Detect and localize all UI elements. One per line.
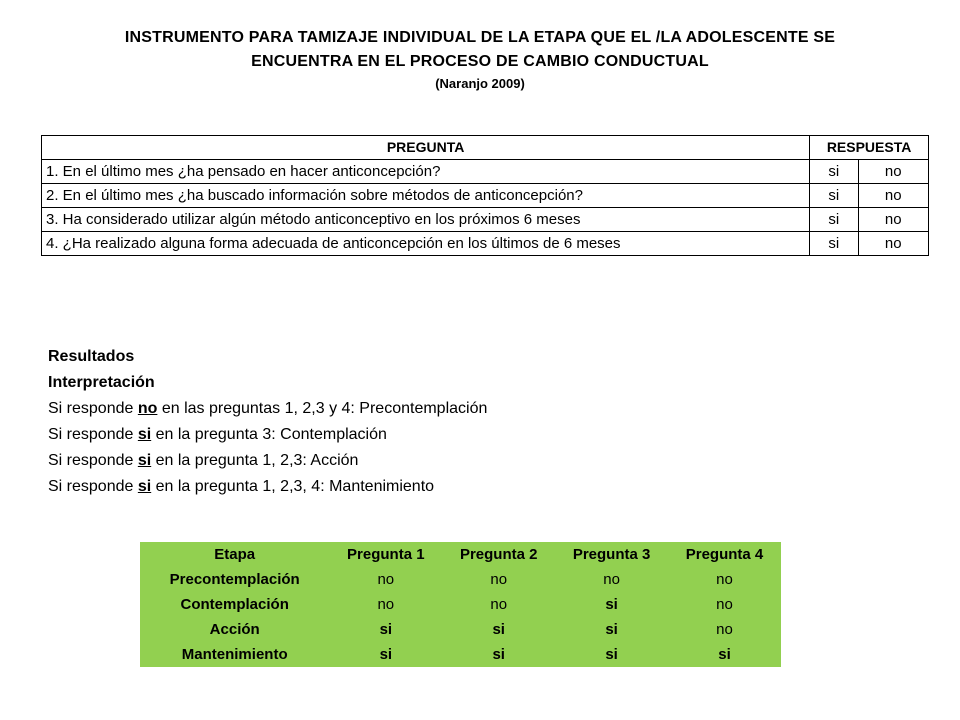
question-text: 1. En el último mes ¿ha pensado en hacer anticoncepción?	[42, 160, 810, 184]
stage-value: no	[377, 571, 395, 588]
stage-value: no	[377, 596, 395, 613]
stage-value: no	[716, 571, 733, 588]
question-row	[42, 208, 929, 232]
answer-no: no	[858, 208, 929, 232]
question-row	[42, 160, 929, 184]
stage-name: Acción	[209, 621, 260, 638]
stage-value: si	[718, 646, 731, 663]
stage-row-accion	[140, 617, 781, 642]
header-question: PREGUNTA	[42, 136, 810, 160]
line-suffix: en la pregunta 3: Contemplación	[151, 426, 387, 443]
stage-value: si	[379, 621, 393, 638]
stage-value: si	[379, 646, 393, 663]
stages-table	[140, 542, 781, 667]
line-prefix: Si responde	[48, 400, 138, 417]
results-section	[48, 344, 908, 500]
line-prefix: Si responde	[48, 426, 138, 443]
line-suffix: en la pregunta 1, 2,3: Acción	[151, 452, 359, 469]
answer-si: si	[810, 160, 858, 184]
stage-value: si	[605, 646, 618, 663]
line-prefix: Si responde	[48, 452, 138, 469]
questions-header-row	[42, 136, 929, 160]
stage-value: no	[716, 621, 733, 638]
answer-si: si	[810, 208, 858, 232]
stage-value: no	[603, 571, 620, 588]
line-keyword: si	[137, 478, 152, 495]
stage-row-contemplacion	[140, 592, 781, 617]
interpretation-line	[48, 396, 908, 422]
question-text: 2. En el último mes ¿ha buscado información sobre métodos de anticoncepción?	[42, 184, 810, 208]
answer-si: si	[810, 184, 858, 208]
stage-name: Mantenimiento	[181, 646, 288, 663]
header-answer: RESPUESTA	[810, 136, 929, 160]
answer-si: si	[810, 232, 858, 256]
interpretation-line	[48, 474, 908, 500]
answer-no: no	[858, 184, 929, 208]
stage-value: no	[490, 596, 508, 613]
stage-value: si	[605, 596, 618, 613]
stage-value: no	[716, 596, 733, 613]
line-keyword: si	[137, 452, 152, 469]
interpretation-line	[48, 448, 908, 474]
title-line-1: INSTRUMENTO PARA TAMIZAJE INDIVIDUAL DE LA ETAPA QUE EL /LA ADOLESCENTE SE	[124, 29, 836, 46]
header-etapa: Etapa	[214, 546, 256, 563]
line-keyword: si	[137, 426, 152, 443]
interpretation-line	[48, 422, 908, 448]
stages-header-row	[140, 542, 781, 567]
questions-table	[41, 135, 929, 256]
title-citation: (Naranjo 2009)	[435, 76, 525, 91]
question-text: 4. ¿Ha realizado alguna forma adecuada de anticoncepción en los últimos de 6 meses	[42, 232, 810, 256]
stage-row-precontemplacion	[140, 567, 781, 592]
header-pregunta-4: Pregunta 4	[685, 546, 764, 563]
stage-name: Precontemplación	[169, 571, 300, 588]
stage-value: si	[492, 646, 505, 663]
header-pregunta-1: Pregunta 1	[347, 546, 425, 563]
line-suffix: en las preguntas 1, 2,3 y 4: Precontemplación	[157, 400, 488, 417]
stage-value: si	[492, 621, 505, 638]
document-title	[0, 26, 960, 94]
stage-value: no	[490, 571, 508, 588]
stage-row-mantenimiento	[140, 642, 781, 667]
header-pregunta-3: Pregunta 3	[572, 546, 651, 563]
line-prefix: Si responde	[48, 478, 138, 495]
stage-value: si	[605, 621, 618, 638]
question-row	[42, 232, 929, 256]
answer-no: no	[858, 232, 929, 256]
answer-no: no	[858, 160, 929, 184]
results-heading: Resultados	[48, 348, 135, 365]
stage-name: Contemplación	[180, 596, 289, 613]
question-text: 3. Ha considerado utilizar algún método anticonceptivo en los próximos 6 meses	[42, 208, 810, 232]
line-suffix: en la pregunta 1, 2,3, 4: Mantenimiento	[151, 478, 435, 495]
question-row	[42, 184, 929, 208]
interpretation-heading: Interpretación	[48, 374, 155, 391]
title-line-2: ENCUENTRA EN EL PROCESO DE CAMBIO CONDUCTUAL	[251, 53, 709, 70]
header-pregunta-2: Pregunta 2	[459, 546, 538, 563]
line-keyword: no	[137, 400, 158, 417]
